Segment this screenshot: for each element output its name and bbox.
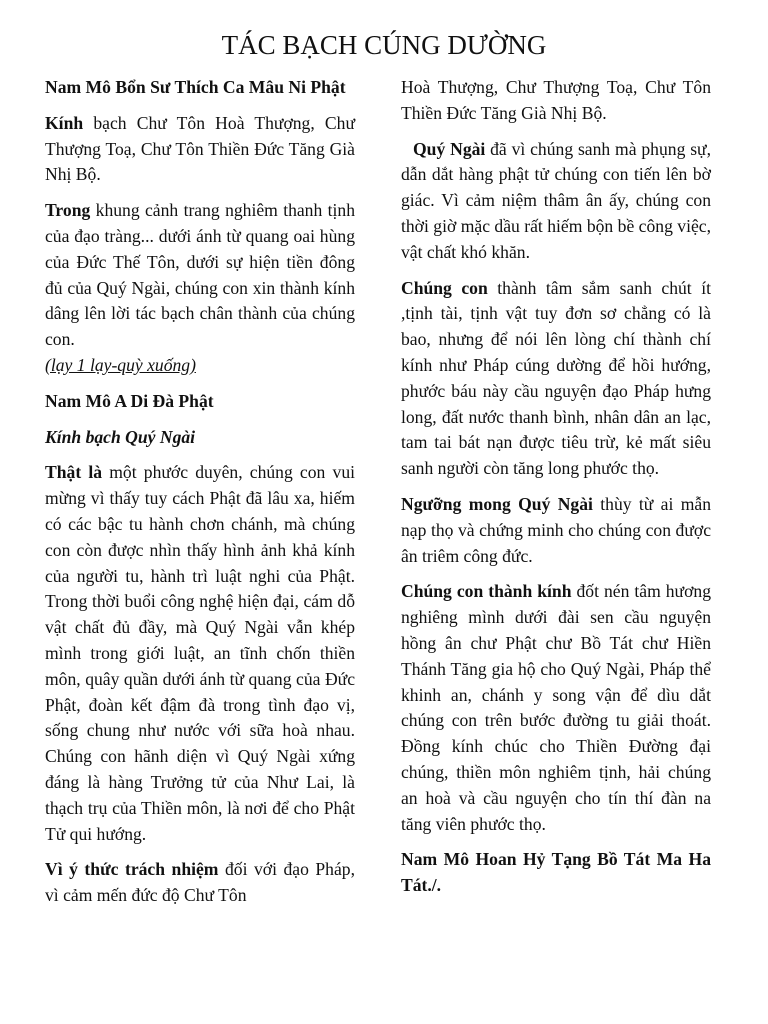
paragraph-kinh-bach: [45, 111, 355, 188]
paragraph-text: đối với đạo Pháp, vì cảm mến đức độ Chư Tôn: [45, 859, 355, 906]
paragraph-text: khung cảnh trang nghiêm thanh tịnh của đạo tràng... dưới ánh từ quang oai hùng của Đức Thế Tôn, dưới sự hiện tiền đông đủ của Quý Ngài, chúng con xin thành kính dâng lên lời tác bạch chân thành của chúng con.: [45, 200, 355, 350]
lead-word: Thật là: [45, 462, 103, 483]
paragraph-text: thùy từ ai mẫn nạp thọ và chứng minh cho chúng con được ân triêm công đức.: [401, 493, 711, 566]
lead-word: Chúng con: [401, 277, 488, 298]
left-column: [45, 75, 355, 919]
paragraph-text: đã vì chúng sanh mà phụng sự, dẫn dắt hàng phật tử chúng con tiến lên bờ giác. Vì cảm niệm thâm ân ấy, chúng con thời giờ mặc dầu rất hiếm bộn bề công việc, vật chất khó khăn.: [401, 138, 711, 262]
paragraph-chung-con-thanh-kinh: [401, 579, 711, 837]
salutation: [45, 425, 355, 451]
paragraph-chung-con: [401, 276, 711, 482]
salutation-text: Kính bạch Quý Ngài: [45, 426, 196, 447]
paragraph-quy-ngai: [401, 137, 711, 266]
paragraph-text: thành tâm sắm sanh chút ít ,tịnh tài, tịnh vật tuy đơn sơ chẳng có là bao, nhưng để nói lên lòng chí thành chí kính như Pháp cúng dường để hồi hướng, phước báu này cầu nguyện đạo Pháp hưng long, đất nước thanh bình, nhân dân an lạc, tam tai bát nạn được tiêu trừ, kẻ mất siêu sanh người còn tăng long phước thọ.: [401, 277, 711, 479]
lead-word: Ngưỡng mong Quý Ngài: [401, 493, 593, 514]
paragraph-nguong-mong: [401, 492, 711, 569]
bow-instruction: [45, 353, 355, 379]
paragraph-text: một phước duyên, chúng con vui mừng vì thấy tuy cách Phật đã lâu xa, hiếm có các bậc tu hành chơn chánh, mà chúng con còn được nhìn thấy hình ảnh khả kính của người tu, hành trì luật nghi của Phật. Trong thời buổi công nghệ hiện đại, cám dỗ vật chất đủ đầy, mà Quý Ngài vẫn khép mình trong giới luật, an tĩnh chốn thiền môn, quây quần dưới ánh từ quang của Đức Phật, đoàn kết đậm đà trong tình đạo vị, sống chung như nước với sữa hoà nhau. Chúng con hãnh diện vì Quý Ngài xứng đáng là hàng Trưởng tử của Như Lai, là thạch trụ của Thiền môn, là nơi để cho Phật Tử qui hướng.: [45, 462, 355, 844]
paragraph-trong: [45, 198, 355, 353]
invocation-text: Nam Mô A Di Đà Phật: [45, 390, 214, 411]
paragraph-vi-y-thuc: [45, 857, 355, 909]
lead-word: Kính: [45, 112, 84, 133]
paragraph-that-la: [45, 460, 355, 847]
right-column: [401, 75, 711, 909]
paragraph-text: Hoà Thượng, Chư Thượng Toạ, Chư Tôn Thiền Đức Tăng Già Nhị Bộ.: [401, 77, 711, 123]
lead-word: Quý Ngài: [413, 138, 486, 159]
lead-word: Chúng con thành kính: [401, 581, 572, 602]
invocation-closing: [401, 847, 711, 899]
invocation-shakyamuni: [45, 75, 355, 101]
paragraph-text: đốt nén tâm hương nghiêng mình dưới đài sen cầu nguyện hồng ân chư Phật chư Bồ Tát chư Hiền Thánh Tăng gia hộ cho Quý Ngài, Pháp thể khinh an, chánh y song vận để dìu dắt chúng con trên bước đường tu giải thoát. Đồng kính chúc cho Thiền Đường đại chúng, thiền môn nghiêm tịnh, hải chúng an hoà và cầu nguyện cho tín thí đàn na tăng viên phước thọ.: [401, 581, 711, 834]
lead-word: Vì ý thức trách nhiệm: [45, 859, 219, 880]
invocation-amitabha: [45, 389, 355, 415]
lead-word: Trong: [45, 200, 91, 221]
paragraph-text: bạch Chư Tôn Hoà Thượng, Chư Thượng Toạ, Chư Tôn Thiền Đức Tăng Già Nhị Bộ.: [45, 112, 355, 185]
paragraph-continuation: [401, 75, 711, 127]
invocation-text: Nam Mô Hoan Hỷ Tạng Bồ Tát Ma Ha Tát./.: [401, 849, 711, 896]
bow-instruction-text: (lạy 1 lạy-quỳ xuống): [45, 354, 196, 375]
invocation-text: Nam Mô Bổn Sư Thích Ca Mâu Ni Phật: [45, 77, 346, 97]
document-title: TÁC BẠCH CÚNG DƯỜNG: [221, 30, 547, 60]
